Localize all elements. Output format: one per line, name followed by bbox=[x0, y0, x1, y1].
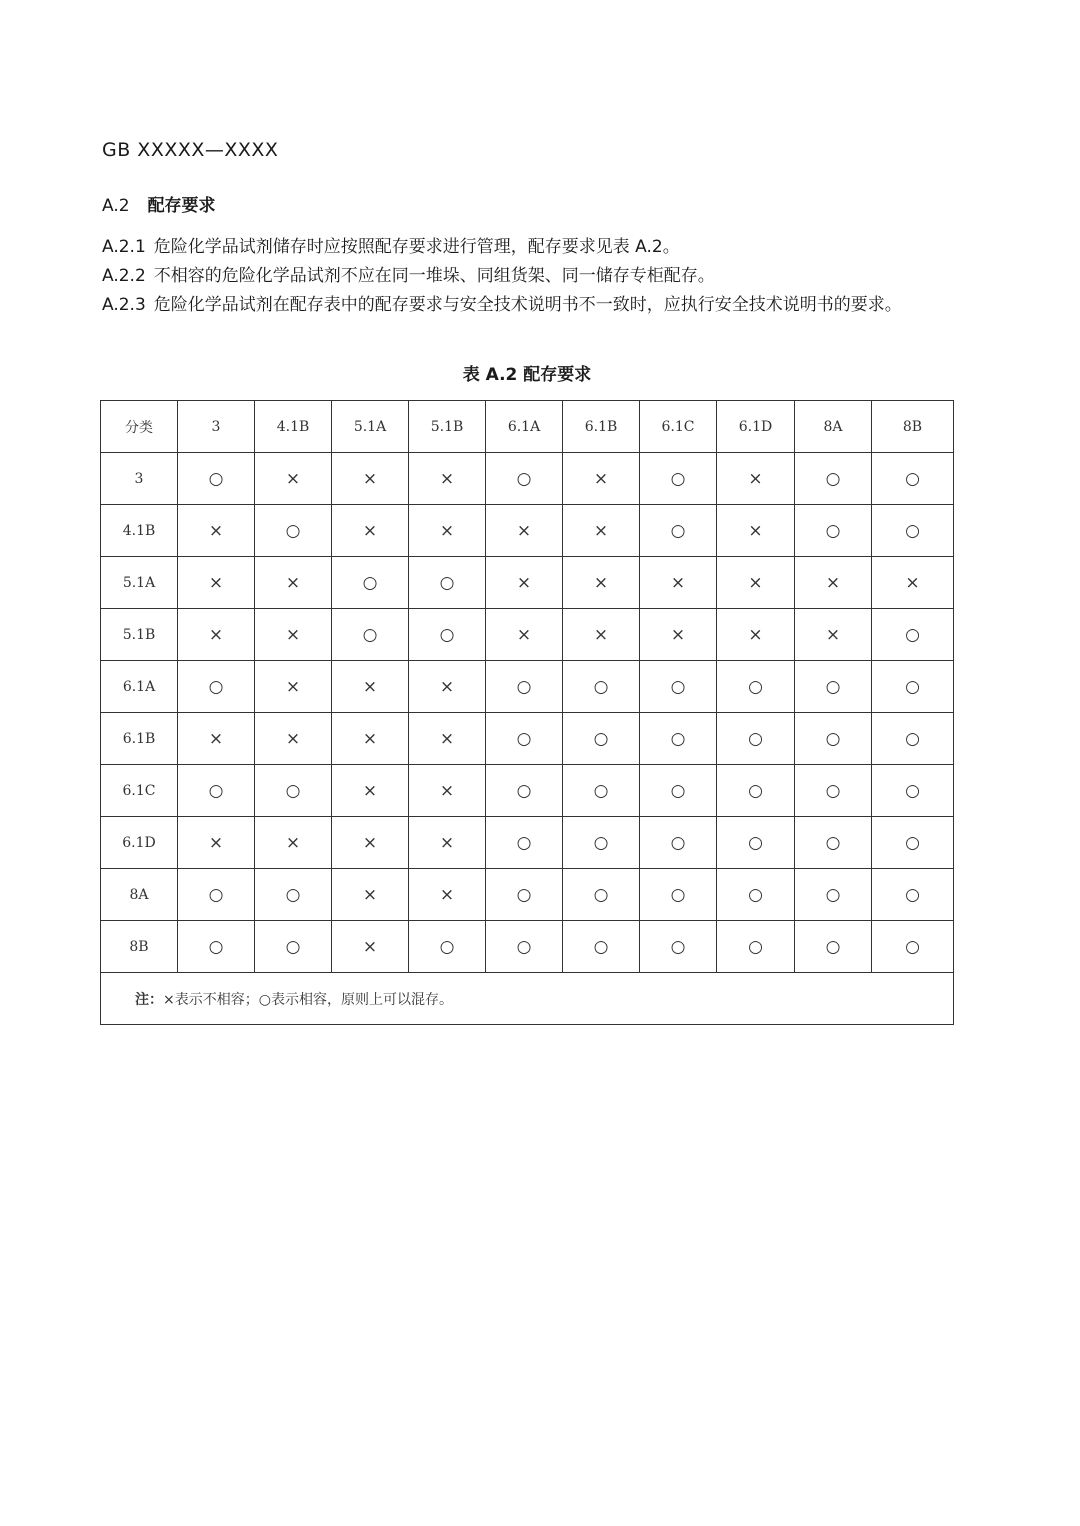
compatibility-cell: ○ bbox=[640, 869, 717, 921]
compatibility-cell: × bbox=[332, 765, 409, 817]
compatibility-cell: × bbox=[255, 557, 332, 609]
compatibility-cell: ○ bbox=[178, 765, 255, 817]
compatibility-cell: × bbox=[486, 557, 563, 609]
compatibility-cell: × bbox=[255, 453, 332, 505]
compatibility-cell: × bbox=[717, 453, 795, 505]
compatibility-cell: ○ bbox=[795, 765, 872, 817]
compatibility-cell: ○ bbox=[486, 869, 563, 921]
compatibility-cell: × bbox=[717, 557, 795, 609]
compatibility-cell: ○ bbox=[255, 869, 332, 921]
compatibility-cell: × bbox=[717, 609, 795, 661]
compatibility-cell: ○ bbox=[486, 713, 563, 765]
column-header: 8B bbox=[872, 401, 954, 453]
compatibility-cell: × bbox=[409, 453, 486, 505]
compatibility-cell: × bbox=[255, 817, 332, 869]
compatibility-cell: × bbox=[486, 505, 563, 557]
row-header: 4.1B bbox=[101, 505, 178, 557]
compatibility-cell: ○ bbox=[563, 869, 640, 921]
row-header: 5.1A bbox=[101, 557, 178, 609]
compatibility-cell: ○ bbox=[640, 713, 717, 765]
compatibility-cell: ○ bbox=[409, 921, 486, 973]
compatibility-cell: ○ bbox=[872, 817, 954, 869]
compatibility-cell: ○ bbox=[640, 661, 717, 713]
table-row bbox=[101, 557, 954, 609]
clause-text: 危险化学品试剂储存时应按照配存要求进行管理，配存要求见表 A.2。 bbox=[153, 237, 680, 257]
note-label: 注： bbox=[135, 991, 163, 1008]
compatibility-cell: × bbox=[255, 609, 332, 661]
compatibility-cell: ○ bbox=[178, 869, 255, 921]
table-caption: 表 A.2 配存要求 bbox=[462, 365, 592, 385]
compatibility-cell: ○ bbox=[409, 557, 486, 609]
compatibility-cell: ○ bbox=[872, 869, 954, 921]
compatibility-cell: ○ bbox=[332, 609, 409, 661]
compatibility-cell: × bbox=[255, 661, 332, 713]
compatibility-cell: × bbox=[717, 505, 795, 557]
compatibility-cell: ○ bbox=[717, 661, 795, 713]
compatibility-cell: × bbox=[178, 713, 255, 765]
note-text: ×表示不相容；○表示相容，原则上可以混存。 bbox=[163, 991, 453, 1008]
clause-number: A.2.1 bbox=[102, 237, 146, 257]
compatibility-cell: × bbox=[640, 609, 717, 661]
compatibility-cell: ○ bbox=[178, 921, 255, 973]
compatibility-cell: × bbox=[409, 505, 486, 557]
compatibility-cell: × bbox=[332, 817, 409, 869]
compatibility-cell: ○ bbox=[872, 661, 954, 713]
column-header: 4.1B bbox=[255, 401, 332, 453]
column-header: 5.1B bbox=[409, 401, 486, 453]
compatibility-cell: ○ bbox=[640, 453, 717, 505]
column-header: 3 bbox=[178, 401, 255, 453]
compatibility-table bbox=[100, 400, 954, 1025]
row-header: 8B bbox=[101, 921, 178, 973]
compatibility-cell: ○ bbox=[409, 609, 486, 661]
compatibility-cell: ○ bbox=[717, 869, 795, 921]
compatibility-cell: ○ bbox=[872, 921, 954, 973]
compatibility-cell: ○ bbox=[717, 765, 795, 817]
compatibility-cell: ○ bbox=[486, 921, 563, 973]
row-header: 6.1D bbox=[101, 817, 178, 869]
section-title: 配存要求 bbox=[147, 196, 216, 216]
compatibility-cell: × bbox=[640, 557, 717, 609]
compatibility-cell: × bbox=[178, 609, 255, 661]
clause-text: 不相容的危险化学品试剂不应在同一堆垛、同组货架、同一储存专柜配存。 bbox=[153, 266, 715, 286]
compatibility-cell: × bbox=[409, 765, 486, 817]
compatibility-cell: × bbox=[332, 453, 409, 505]
compatibility-cell: ○ bbox=[717, 713, 795, 765]
compatibility-cell: ○ bbox=[640, 921, 717, 973]
compatibility-cell: ○ bbox=[178, 453, 255, 505]
compatibility-cell: ○ bbox=[563, 661, 640, 713]
row-header: 5.1B bbox=[101, 609, 178, 661]
table-row bbox=[101, 869, 954, 921]
compatibility-cell: ○ bbox=[872, 609, 954, 661]
compatibility-cell: ○ bbox=[717, 817, 795, 869]
compatibility-cell: ○ bbox=[640, 817, 717, 869]
compatibility-cell: ○ bbox=[255, 921, 332, 973]
compatibility-cell: × bbox=[332, 921, 409, 973]
compatibility-cell: ○ bbox=[795, 453, 872, 505]
compatibility-cell: × bbox=[486, 609, 563, 661]
table-row bbox=[101, 609, 954, 661]
compatibility-cell: ○ bbox=[563, 817, 640, 869]
compatibility-cell: ○ bbox=[795, 869, 872, 921]
compatibility-cell: × bbox=[563, 453, 640, 505]
compatibility-cell: ○ bbox=[795, 921, 872, 973]
table-row bbox=[101, 661, 954, 713]
compatibility-cell: ○ bbox=[255, 505, 332, 557]
compatibility-cell: × bbox=[332, 505, 409, 557]
compatibility-cell: × bbox=[409, 817, 486, 869]
compatibility-cell: ○ bbox=[640, 765, 717, 817]
column-header: 8A bbox=[795, 401, 872, 453]
clause-number: A.2.3 bbox=[102, 295, 146, 315]
column-header: 6.1B bbox=[563, 401, 640, 453]
table-row bbox=[101, 505, 954, 557]
column-header: 6.1A bbox=[486, 401, 563, 453]
compatibility-cell: ○ bbox=[486, 765, 563, 817]
compatibility-cell: ○ bbox=[640, 505, 717, 557]
compatibility-cell: ○ bbox=[872, 453, 954, 505]
compatibility-cell: ○ bbox=[486, 817, 563, 869]
corner-header: 分类 bbox=[101, 401, 178, 453]
compatibility-cell: ○ bbox=[795, 505, 872, 557]
table-body bbox=[101, 453, 954, 973]
compatibility-cell: × bbox=[409, 869, 486, 921]
compatibility-cell: × bbox=[255, 713, 332, 765]
row-header: 6.1A bbox=[101, 661, 178, 713]
clause-text: 危险化学品试剂在配存表中的配存要求与安全技术说明书不一致时，应执行安全技术说明书的要求。 bbox=[153, 295, 902, 315]
compatibility-cell: × bbox=[563, 609, 640, 661]
row-header: 6.1B bbox=[101, 713, 178, 765]
compatibility-cell: ○ bbox=[795, 817, 872, 869]
table-row bbox=[101, 765, 954, 817]
compatibility-cell: ○ bbox=[795, 661, 872, 713]
column-header: 5.1A bbox=[332, 401, 409, 453]
compatibility-cell: × bbox=[332, 661, 409, 713]
compatibility-cell: ○ bbox=[486, 661, 563, 713]
table-row bbox=[101, 817, 954, 869]
table-note-row bbox=[101, 973, 954, 1025]
clause-a-2-1 bbox=[102, 233, 958, 262]
section-heading bbox=[102, 191, 216, 216]
compatibility-cell: × bbox=[563, 505, 640, 557]
compatibility-cell: × bbox=[178, 505, 255, 557]
column-header: 6.1D bbox=[717, 401, 795, 453]
compatibility-cell: ○ bbox=[872, 765, 954, 817]
table-row bbox=[101, 713, 954, 765]
clause-a-2-2 bbox=[102, 262, 958, 291]
table-row bbox=[101, 921, 954, 973]
compatibility-cell: ○ bbox=[872, 505, 954, 557]
compatibility-cell: × bbox=[409, 713, 486, 765]
compatibility-cell: × bbox=[332, 869, 409, 921]
compatibility-cell: × bbox=[795, 557, 872, 609]
clause-number: A.2.2 bbox=[102, 266, 146, 286]
compatibility-cell: × bbox=[178, 557, 255, 609]
compatibility-cell: ○ bbox=[563, 921, 640, 973]
clause-a-2-3 bbox=[102, 291, 958, 320]
section-number: A.2 bbox=[102, 196, 130, 216]
table-row bbox=[101, 453, 954, 505]
table-note bbox=[101, 973, 954, 1025]
compatibility-cell: × bbox=[563, 557, 640, 609]
compatibility-cell: ○ bbox=[872, 713, 954, 765]
compatibility-cell: ○ bbox=[717, 921, 795, 973]
table-header-row bbox=[101, 401, 954, 453]
compatibility-cell: ○ bbox=[563, 713, 640, 765]
compatibility-cell: × bbox=[409, 661, 486, 713]
compatibility-cell: × bbox=[332, 713, 409, 765]
compatibility-cell: × bbox=[795, 609, 872, 661]
compatibility-cell: ○ bbox=[255, 765, 332, 817]
compatibility-cell: ○ bbox=[332, 557, 409, 609]
compatibility-cell: × bbox=[872, 557, 954, 609]
compatibility-cell: ○ bbox=[795, 713, 872, 765]
row-header: 3 bbox=[101, 453, 178, 505]
compatibility-cell: × bbox=[178, 817, 255, 869]
compatibility-cell: ○ bbox=[178, 661, 255, 713]
compatibility-cell: ○ bbox=[486, 453, 563, 505]
row-header: 8A bbox=[101, 869, 178, 921]
row-header: 6.1C bbox=[101, 765, 178, 817]
column-header: 6.1C bbox=[640, 401, 717, 453]
document-code: GB XXXXX—XXXX bbox=[102, 139, 279, 161]
compatibility-cell: ○ bbox=[563, 765, 640, 817]
